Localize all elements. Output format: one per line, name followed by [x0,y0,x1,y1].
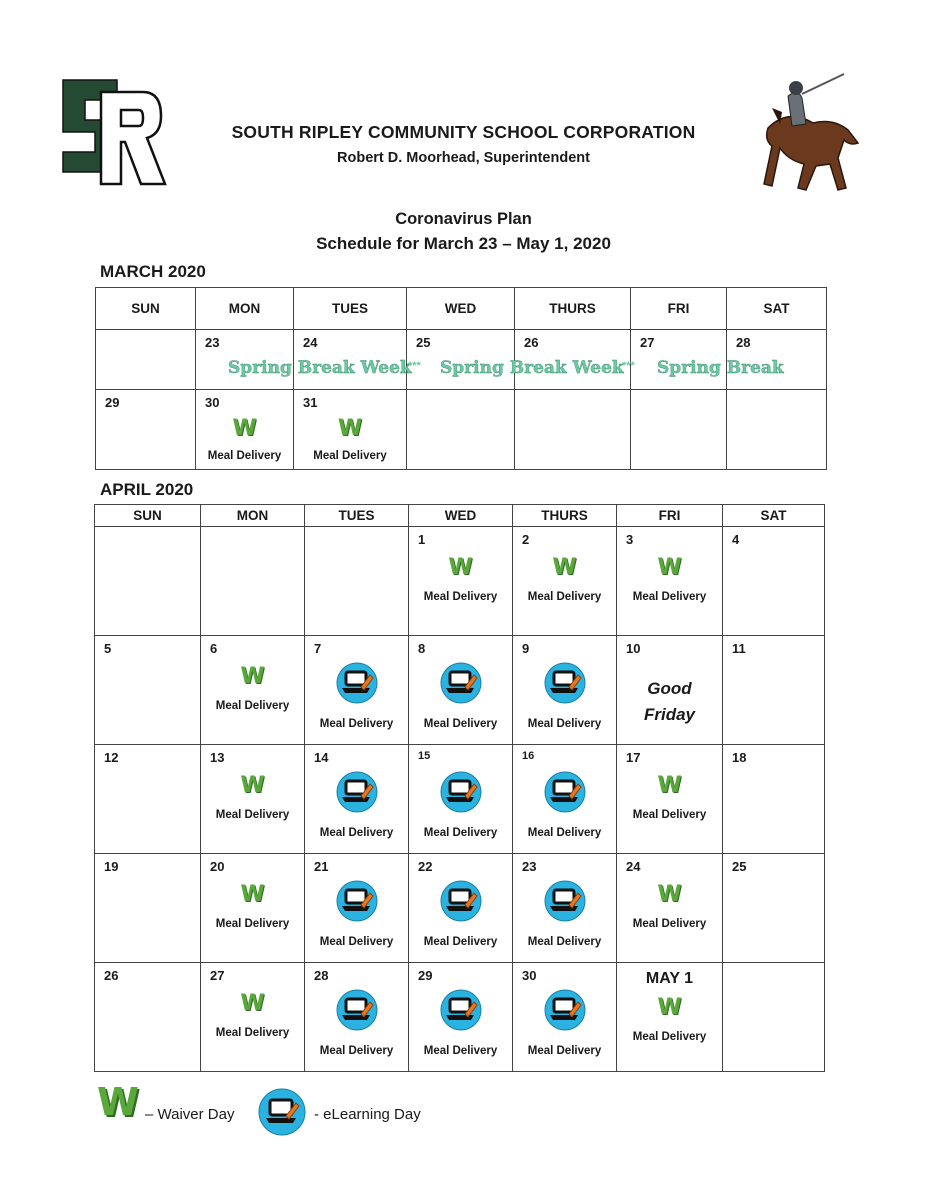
april-title: APRIL 2020 [100,480,194,499]
day-number: 25 [416,335,431,350]
day-number: 24 [303,335,318,350]
waiver-day-icon: W [232,416,257,441]
meal-delivery-label: Meal Delivery [527,936,602,948]
day-number: 30 [522,968,537,983]
organization-name: SOUTH RIPLEY COMMUNITY SCHOOL CORPORATION [231,122,696,142]
meal-delivery-label: Meal Delivery [632,591,707,603]
day-cell [409,636,513,745]
day-number: 10 [626,641,641,656]
weekday-header: THURS [513,505,617,527]
day-number: 29 [105,395,120,410]
weekday-header: WED [409,505,513,527]
day-cell [631,390,727,470]
weekday-header: SAT [727,288,827,330]
elearning-day-icon [544,662,586,704]
day-cell [201,527,305,636]
spring-break-label: Spring Break [657,358,784,378]
weekday-header: SUN [95,505,201,527]
day-number: 20 [210,859,225,874]
waiver-day-icon: W [240,664,265,689]
meal-delivery-label: Meal Delivery [527,1045,602,1057]
day-number: 11 [732,641,746,656]
spring-break-label: Spring Break Week [228,358,412,378]
day-cell [96,390,196,470]
elearning-day-icon [544,989,586,1031]
day-cell [617,854,723,963]
day-cell [305,527,409,636]
waiver-day-icon: W [552,555,577,580]
day-number: 9 [522,641,530,656]
spring-break-label: Spring Break Week [440,358,624,378]
meal-delivery-label: Meal Delivery [319,718,394,730]
day-cell [409,963,513,1072]
meal-delivery-label: Meal Delivery [319,827,394,839]
meal-delivery-label: Meal Delivery [423,1045,498,1057]
weekday-header: TUES [294,288,407,330]
day-cell [95,527,201,636]
day-number: 28 [736,335,751,350]
meal-delivery-label: Meal Delivery [215,918,290,930]
meal-delivery-label: Meal Delivery [527,718,602,730]
day-cell [513,854,617,963]
waiver-day-icon: W [448,555,473,580]
day-number: 26 [524,335,539,350]
meal-delivery-label: Meal Delivery [527,591,602,603]
meal-delivery-label: Meal Delivery [215,700,290,712]
meal-delivery-label: Meal Delivery [527,827,602,839]
meal-delivery-label: Meal Delivery [632,918,707,930]
weekday-header: SUN [96,288,196,330]
day-cell [727,390,827,470]
legend-waiver-icon: W [97,1080,139,1124]
weekday-header: SAT [723,505,825,527]
day-cell [95,636,201,745]
day-number: 4 [732,532,740,547]
day-cell [515,390,631,470]
day-number: 27 [640,335,655,350]
meal-delivery-label: Meal Delivery [313,450,387,462]
meal-delivery-label: Meal Delivery [319,936,394,948]
day-cell [409,527,513,636]
day-cell [201,963,305,1072]
waiver-day-icon: W [657,995,682,1020]
day-cell [196,390,294,470]
meal-delivery-label: Meal Delivery [215,1027,290,1039]
meal-delivery-label: Meal Delivery [632,1031,707,1043]
elearning-day-icon [440,880,482,922]
elearning-day-icon [440,662,482,704]
meal-delivery-label: Meal Delivery [632,809,707,821]
day-number: 1 [418,532,426,547]
legend-laptop-pencil-icon [258,1088,306,1136]
day-cell [513,745,617,854]
legend-waiver-label: – Waiver Day [145,1106,235,1123]
meal-delivery-label: Meal Delivery [423,936,498,948]
day-number: 21 [314,859,329,874]
day-cell [723,854,825,963]
day-number: 8 [418,641,426,656]
day-number: 29 [418,968,433,983]
schedule-title: Schedule for March 23 – May 1, 2020 [316,234,611,253]
day-cell [201,854,305,963]
day-cell [201,636,305,745]
day-cell [407,390,515,470]
legend-elearning-label: - eLearning Day [314,1106,421,1123]
meal-delivery-label: Meal Delivery [207,450,282,462]
march-title: MARCH 2020 [100,262,206,281]
day-cell [513,527,617,636]
day-cell [723,745,825,854]
day-number: 18 [732,750,747,765]
meal-delivery-label: Meal Delivery [215,809,290,821]
day-number: 28 [314,968,329,983]
day-number: 15 [418,750,431,762]
day-cell [95,745,201,854]
waiver-day-icon: W [657,882,682,907]
day-number: 2 [522,532,530,547]
waiver-day-icon: W [240,773,265,798]
day-cell [95,854,201,963]
day-number: 23 [205,335,220,350]
march-calendar [95,287,827,470]
meal-delivery-label: Meal Delivery [423,827,498,839]
day-number: 24 [626,859,641,874]
weekday-header: MON [196,288,294,330]
day-number: 26 [104,968,119,983]
day-cell [723,636,825,745]
weekday-header: MON [201,505,305,527]
day-number: 19 [104,859,119,874]
day-number: 14 [314,750,329,765]
weekday-header: THURS [515,288,631,330]
waiver-day-icon: W [337,416,363,441]
elearning-day-icon [336,989,378,1031]
elearning-day-icon [336,771,378,813]
weekday-header: FRI [631,288,727,330]
day-number: 3 [626,532,634,547]
meal-delivery-label: Meal Delivery [319,1045,394,1057]
day-cell [96,330,196,390]
day-number: 27 [210,968,225,983]
day-cell [409,854,513,963]
plan-title: Coronavirus Plan [395,210,532,228]
day-cell [305,745,409,854]
elearning-day-icon [544,880,586,922]
weekday-header: FRI [617,505,723,527]
elearning-day-icon [336,880,378,922]
day-cell [294,390,407,470]
elearning-day-icon [440,771,482,813]
day-number: 31 [303,395,318,410]
weekday-header: WED [407,288,515,330]
day-number: 30 [205,395,220,410]
spring-break-separator: *** [622,360,635,372]
day-number: 22 [418,859,433,874]
day-number: 7 [314,641,322,656]
waiver-day-icon: W [657,773,682,798]
day-number: 6 [210,641,218,656]
day-number: 25 [732,859,747,874]
april-calendar [94,504,825,1072]
day-number: 5 [104,641,112,656]
elearning-day-icon [544,771,586,813]
day-cell [723,963,825,1072]
day-cell [513,636,617,745]
day-cell [305,854,409,963]
good-friday-label: Good Friday [643,679,696,724]
day-number: 16 [522,750,535,762]
day-cell [305,963,409,1072]
day-cell [201,745,305,854]
day-cell [617,527,723,636]
day-number: 13 [210,750,225,765]
waiver-day-icon: W [240,991,265,1016]
weekday-header: TUES [305,505,409,527]
day-number: 12 [104,750,119,765]
day-cell [617,745,723,854]
day-number: MAY 1 [645,970,694,987]
elearning-day-icon [336,662,378,704]
day-cell [95,963,201,1072]
superintendent-name: Robert D. Moorhead, Superintendent [337,150,590,166]
waiver-day-icon: W [657,555,682,580]
day-cell [617,963,723,1072]
waiver-day-icon: W [240,882,265,907]
spring-break-separator: *** [408,360,421,372]
day-cell [617,636,723,745]
meal-delivery-label: Meal Delivery [423,591,498,603]
day-cell [409,745,513,854]
day-number: 23 [522,859,537,874]
day-number: 17 [626,750,641,765]
elearning-day-icon [440,989,482,1031]
day-cell [305,636,409,745]
day-cell [513,963,617,1072]
meal-delivery-label: Meal Delivery [423,718,498,730]
day-cell [723,527,825,636]
